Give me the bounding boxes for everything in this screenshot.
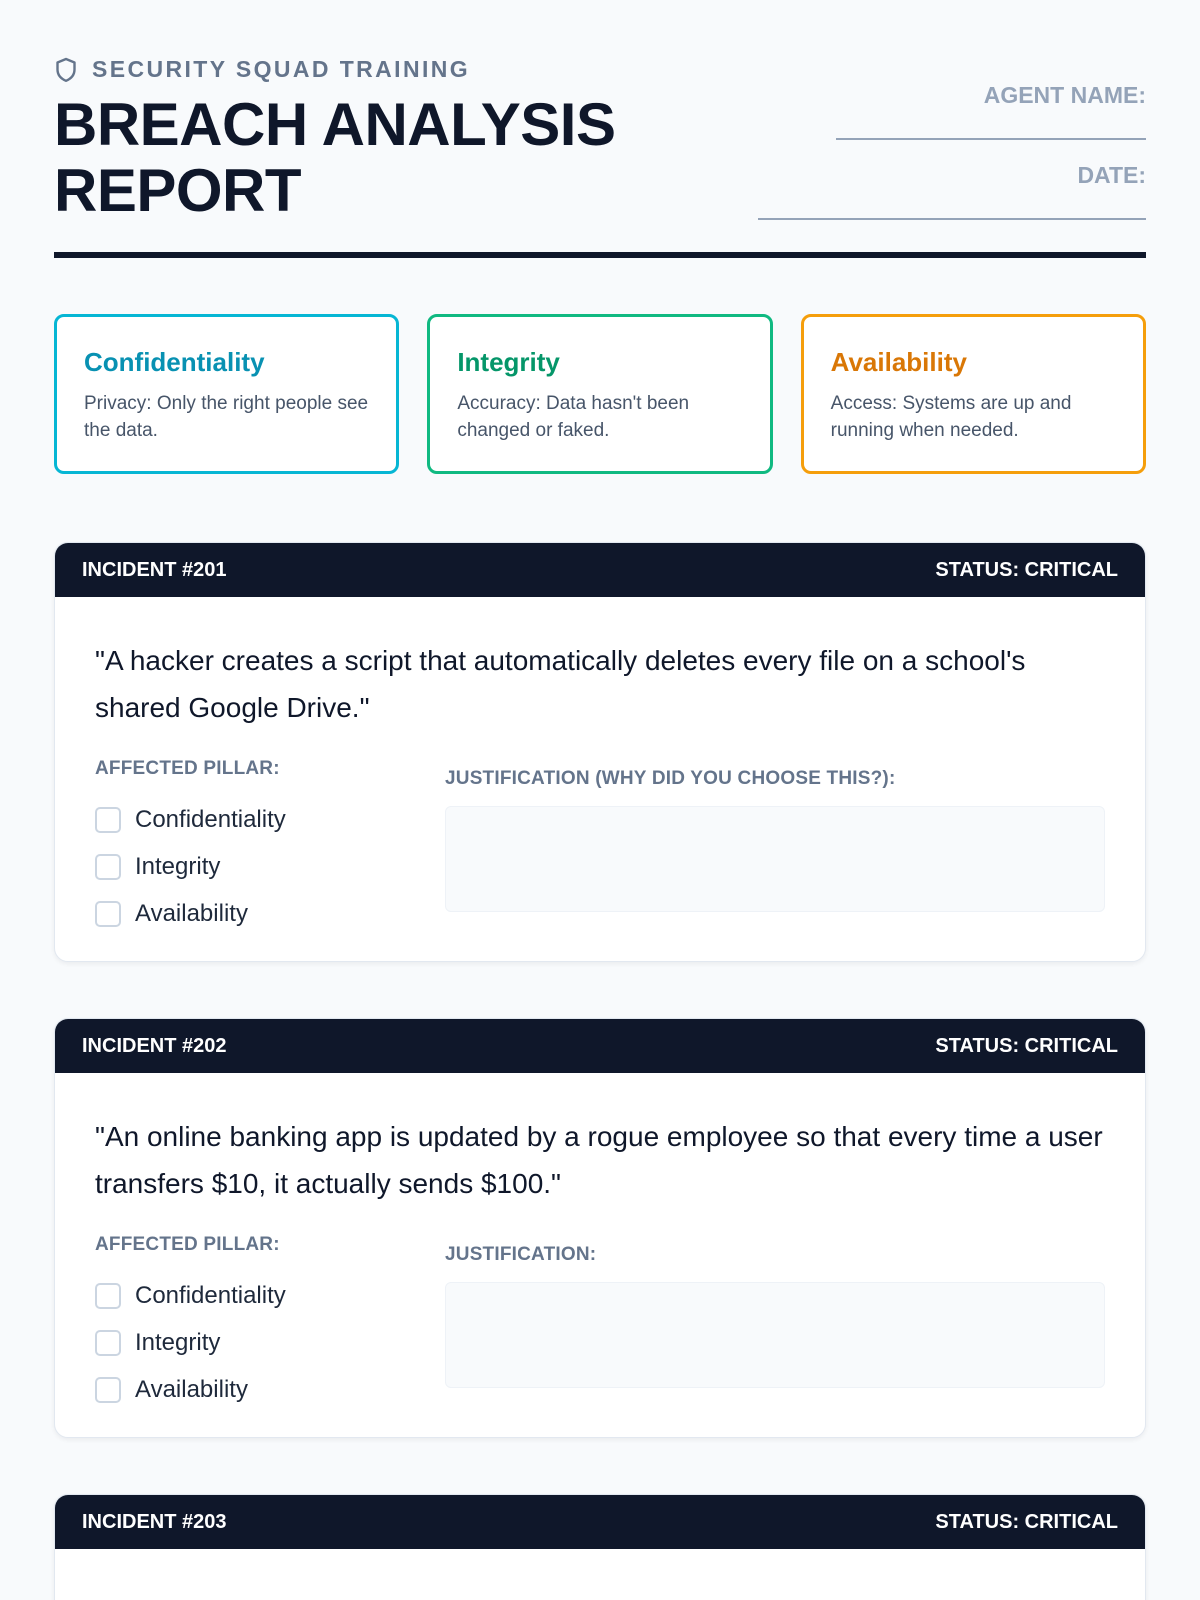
shield-icon bbox=[54, 57, 78, 83]
checkbox[interactable] bbox=[95, 807, 121, 833]
kicker bbox=[54, 56, 470, 83]
checkbox[interactable] bbox=[95, 854, 121, 880]
page-title bbox=[54, 92, 615, 224]
incident-body bbox=[55, 597, 1145, 958]
incident-id: INCIDENT #201 bbox=[82, 558, 227, 581]
pillar-options bbox=[95, 1272, 415, 1413]
incident-id: INCIDENT #203 bbox=[82, 1510, 227, 1533]
pillar-legend bbox=[54, 314, 1146, 474]
option-confidentiality[interactable] bbox=[95, 1272, 415, 1319]
justification-area bbox=[445, 768, 1105, 917]
pillar-description: Accuracy: Data hasn't been changed or faked. bbox=[457, 393, 690, 441]
incident-header bbox=[55, 1019, 1145, 1073]
incident-scenario: "A hacker creates a script that automatically deletes every file on a school's shared Google Drive." bbox=[95, 645, 1026, 723]
option-label: Confidentiality bbox=[135, 805, 286, 833]
pillar-choices bbox=[95, 758, 415, 937]
justification-label: JUSTIFICATION: bbox=[445, 1244, 597, 1265]
pillar-card-integrity bbox=[427, 314, 772, 474]
pillar-card-confidentiality bbox=[54, 314, 399, 474]
option-integrity[interactable] bbox=[95, 1319, 415, 1366]
incident-card-201 bbox=[54, 542, 1146, 962]
pillar-choices bbox=[95, 1234, 415, 1413]
justification-area bbox=[445, 1244, 1105, 1393]
incident-body bbox=[55, 1073, 1145, 1434]
pillar-options bbox=[95, 796, 415, 937]
option-integrity[interactable] bbox=[95, 843, 415, 890]
pillar-title: Integrity bbox=[457, 347, 560, 377]
option-label: Integrity bbox=[135, 852, 221, 880]
checkbox[interactable] bbox=[95, 901, 121, 927]
pillar-description: Privacy: Only the right people see the data. bbox=[84, 393, 369, 441]
affected-pillar-label: AFFECTED PILLAR: bbox=[95, 1234, 280, 1255]
option-label: Confidentiality bbox=[135, 1281, 286, 1309]
title-line-1: BREACH ANALYSIS bbox=[54, 91, 616, 158]
incident-header bbox=[55, 543, 1145, 597]
pillar-description: Access: Systems are up and running when needed. bbox=[830, 393, 1072, 441]
title-line-2: REPORT bbox=[54, 157, 302, 224]
date-label: DATE: bbox=[1077, 162, 1146, 188]
checkbox[interactable] bbox=[95, 1330, 121, 1356]
incident-card-203 bbox=[54, 1494, 1146, 1600]
incident-id: INCIDENT #202 bbox=[82, 1034, 227, 1057]
incident-header bbox=[55, 1495, 1145, 1549]
affected-pillar-label: AFFECTED PILLAR: bbox=[95, 758, 280, 779]
header bbox=[54, 0, 1146, 262]
checkbox[interactable] bbox=[95, 1283, 121, 1309]
agent-name-label: AGENT NAME: bbox=[983, 82, 1146, 108]
pillar-title: Availability bbox=[830, 347, 967, 377]
option-confidentiality[interactable] bbox=[95, 796, 415, 843]
checkbox[interactable] bbox=[95, 1377, 121, 1403]
incident-status: STATUS: CRITICAL bbox=[935, 1034, 1118, 1057]
option-availability[interactable] bbox=[95, 890, 415, 937]
justification-label: JUSTIFICATION (WHY DID YOU CHOOSE THIS?): bbox=[445, 768, 896, 789]
answer-area bbox=[95, 1234, 1105, 1434]
kicker-text: SECURITY SQUAD TRAINING bbox=[92, 56, 471, 82]
option-label: Availability bbox=[135, 1375, 248, 1403]
justification-input[interactable] bbox=[445, 806, 1105, 912]
pillar-card-availability bbox=[801, 314, 1146, 474]
date-field[interactable] bbox=[758, 218, 1146, 220]
date-row bbox=[1077, 162, 1146, 189]
incident-status: STATUS: CRITICAL bbox=[935, 1510, 1118, 1533]
option-label: Availability bbox=[135, 899, 248, 927]
option-availability[interactable] bbox=[95, 1366, 415, 1413]
incident-scenario: "An online banking app is updated by a rogue employee so that every time a user transfers $10, it actually sends $100." bbox=[95, 1121, 1103, 1199]
answer-area bbox=[95, 758, 1105, 958]
option-label: Integrity bbox=[135, 1328, 221, 1356]
incident-status: STATUS: CRITICAL bbox=[935, 558, 1118, 581]
header-divider bbox=[54, 252, 1146, 258]
incident-card-202 bbox=[54, 1018, 1146, 1438]
pillar-title: Confidentiality bbox=[84, 347, 265, 377]
agent-name-row bbox=[984, 82, 1146, 109]
agent-name-field[interactable] bbox=[836, 138, 1146, 140]
justification-input[interactable] bbox=[445, 1282, 1105, 1388]
